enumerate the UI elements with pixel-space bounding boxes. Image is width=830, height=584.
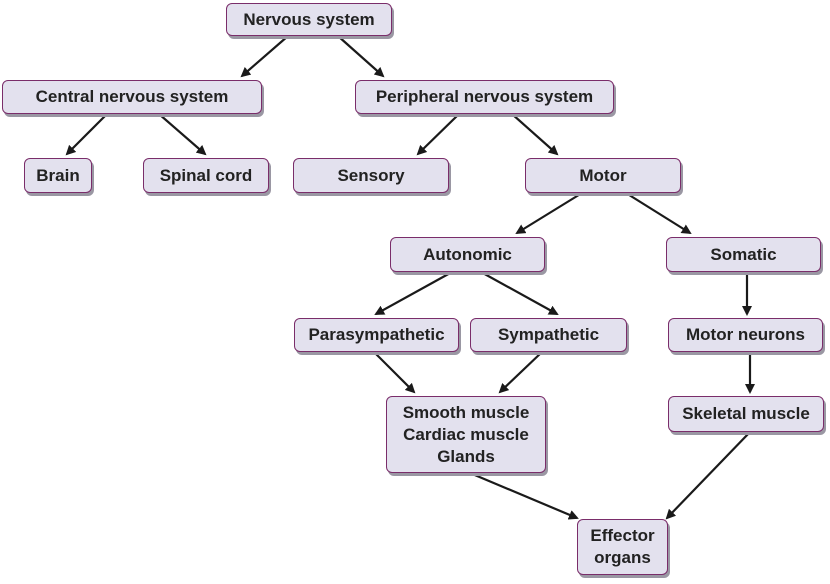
arrow-sympathetic-to-smooth <box>500 352 542 392</box>
node-autonomic: Autonomic <box>390 237 545 272</box>
node-spinal-cord: Spinal cord <box>143 158 269 193</box>
arrow-pns-to-sensory <box>418 114 459 154</box>
arrow-nervous-to-pns <box>338 36 383 76</box>
arrow-nervous-to-cns <box>242 36 288 76</box>
arrow-cns-to-spinal-cord <box>159 114 205 154</box>
node-sensory: Sensory <box>293 158 449 193</box>
label-effector: Effector <box>590 526 655 545</box>
node-brain: Brain <box>24 158 92 193</box>
label-smooth-muscle: Smooth muscle <box>402 402 530 422</box>
node-parasympathetic: Parasympathetic <box>294 318 459 352</box>
node-effector-organs <box>577 519 668 575</box>
arrow-pns-to-motor <box>512 114 557 154</box>
label-organs: organs <box>594 548 651 567</box>
arrow-autonomic-to-sympathetic <box>481 272 557 314</box>
arrow-parasympathetic-to-smooth <box>374 352 414 392</box>
node-skeletal-muscle: Skeletal muscle <box>668 396 824 432</box>
node-somatic: Somatic <box>666 237 821 272</box>
label-glands: Glands <box>437 446 495 466</box>
node-smooth-cardiac-glands <box>386 396 546 473</box>
node-sympathetic: Sympathetic <box>470 318 627 352</box>
arrow-motor-to-somatic <box>626 193 690 233</box>
node-central-nervous-system: Central nervous system <box>2 80 262 114</box>
label-cardiac-muscle: Cardiac muscle <box>403 424 529 444</box>
arrow-motor-to-autonomic <box>517 193 582 233</box>
arrow-cns-to-brain <box>67 114 107 154</box>
arrow-smooth-to-effector <box>470 473 577 518</box>
node-nervous-system: Nervous system <box>226 3 392 36</box>
node-motor-neurons: Motor neurons <box>668 318 823 352</box>
node-motor: Motor <box>525 158 681 193</box>
arrow-autonomic-to-parasympathetic <box>376 272 452 314</box>
arrow-skeletal-to-effector <box>667 432 750 518</box>
node-peripheral-nervous-system: Peripheral nervous system <box>355 80 614 114</box>
